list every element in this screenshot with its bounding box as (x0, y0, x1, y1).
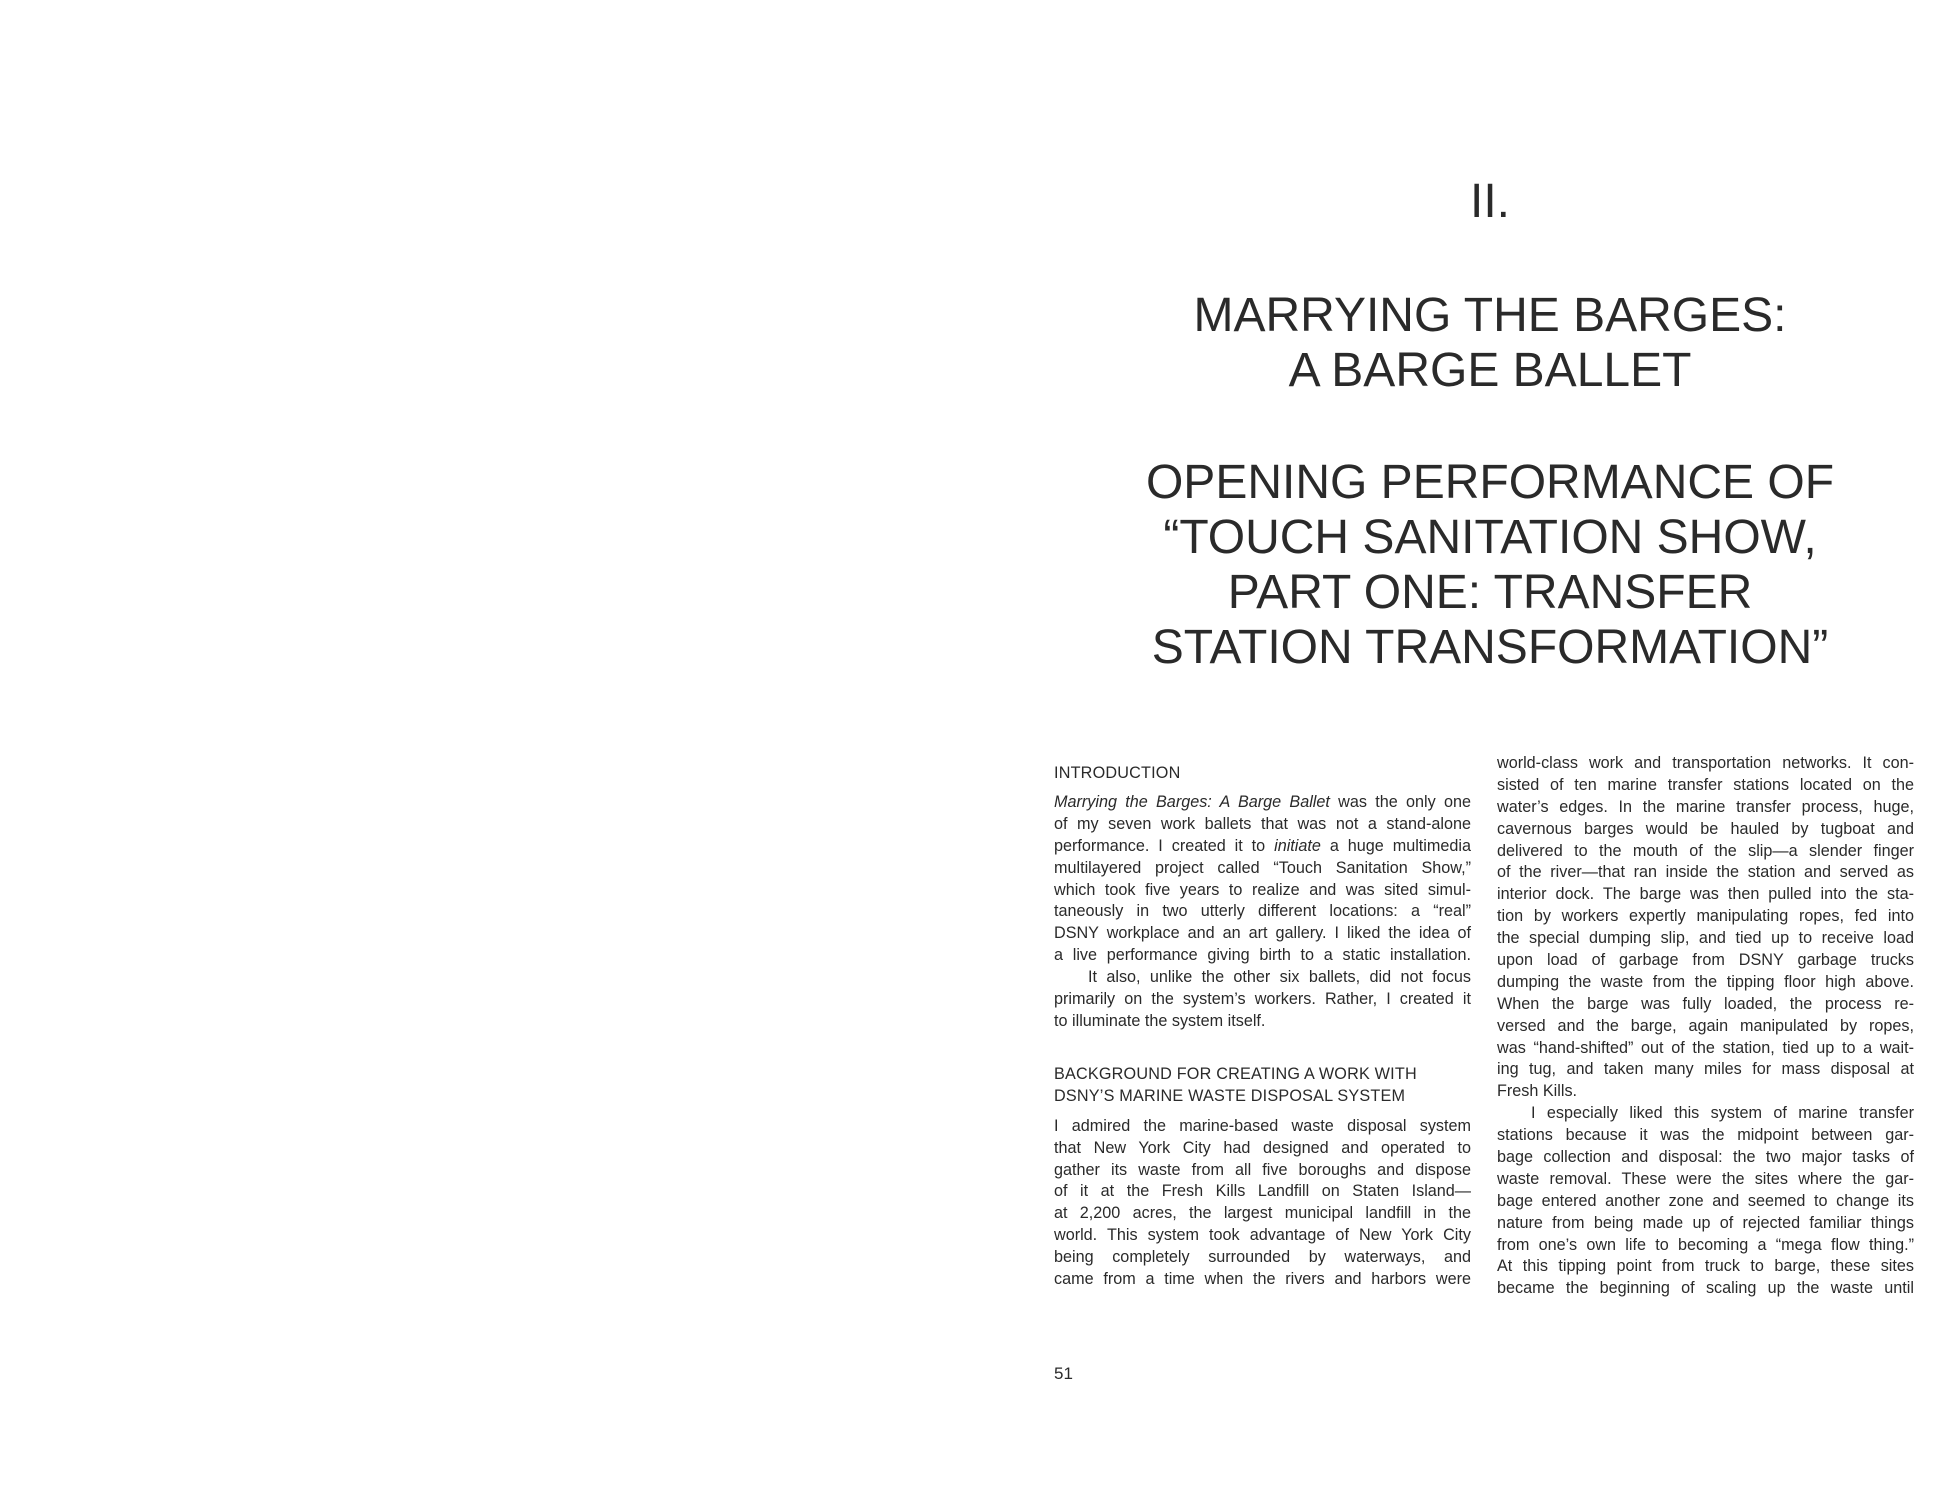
background-heading (1054, 1063, 1471, 1107)
text-line: bage entered another zone and seemed to change its (1497, 1191, 1914, 1210)
left-text-column (1054, 762, 1471, 1291)
text-line: It also, unlike the other six ballets, did not focus (1088, 968, 1471, 987)
italic-emphasis: initiate (1274, 836, 1321, 855)
text-line: of the river—that ran inside the station and served as (1497, 863, 1914, 882)
text-line: to illuminate the system itself. (1054, 1011, 1266, 1030)
background-heading-line: BACKGROUND FOR CREATING A WORK WITH (1054, 1064, 1417, 1083)
italic-work-title: Marrying the Barges: A Barge Ballet (1054, 793, 1330, 811)
text-line: waste removal. These were the sites where the gar- (1497, 1169, 1914, 1188)
chapter-title (1040, 288, 1940, 398)
chapter-subtitle-line: “TOUCH SANITATION SHOW, (1163, 511, 1817, 564)
background-heading-line: DSNY’S MARINE WASTE DISPOSAL SYSTEM (1054, 1086, 1406, 1105)
text-line: came from a time when the rivers and harbors were (1054, 1270, 1471, 1289)
text-line: I admired the marine-based waste disposal system (1054, 1116, 1471, 1135)
text-line: primarily on the system’s workers. Rather, I created it (1054, 990, 1471, 1009)
text-line: cavernous barges would be hauled by tugboat and (1497, 819, 1914, 838)
text-line (1054, 836, 1471, 858)
chapter-subtitle-line: OPENING PERFORMANCE OF (1145, 456, 1835, 509)
text-line (1054, 792, 1471, 814)
text-line: DSNY workplace and an art gallery. I liked the idea of (1054, 924, 1471, 943)
text-line: upon load of garbage from DSNY garbage trucks (1497, 951, 1914, 970)
text-line: At this tipping point from truck to barge, these sites (1497, 1257, 1914, 1276)
text-line: nature from being made up of rejected familiar things (1497, 1213, 1914, 1232)
text-line: world. This system took advantage of New York City (1054, 1226, 1471, 1245)
text-line: gather its waste from all five boroughs and dispose (1054, 1160, 1471, 1179)
text-line: the special dumping slip, and tied up to receive load (1497, 929, 1914, 948)
text-line: became the beginning of scaling up the waste until (1497, 1279, 1914, 1298)
chapter-subtitle-line: STATION TRANSFORMATION” (1151, 621, 1829, 674)
chapter-title-line: MARRYING THE BARGES: (1193, 289, 1787, 342)
chapter-number: II. (1469, 175, 1510, 228)
text-line: Fresh Kills. (1497, 1082, 1578, 1101)
text-fragment: a huge multimedia (1320, 836, 1471, 855)
page-number: 51 (1054, 1364, 1073, 1383)
text-line: at 2,200 acres, the largest municipal landfill in the (1054, 1204, 1471, 1223)
text-line: which took five years to realize and was sited simul- (1054, 880, 1471, 899)
text-line: multilayered project called “Touch Sanitation Show,” (1054, 858, 1471, 877)
text-line: interior dock. The barge was then pulled into the sta- (1497, 885, 1914, 904)
text-line: delivered to the mouth of the slip—a slender finger (1497, 841, 1914, 860)
text-line: dumping the waste from the tipping floor high above. (1497, 972, 1914, 991)
text-line: of it at the Fresh Kills Landfill on Staten Island— (1054, 1182, 1471, 1201)
text-line: world-class work and transportation networks. It con- (1497, 754, 1914, 772)
chapter-subtitle-line: PART ONE: TRANSFER (1227, 566, 1753, 619)
text-line: taneously in two utterly different locations: a “real” (1054, 902, 1471, 921)
text-line: stations because it was the midpoint between gar- (1497, 1126, 1914, 1145)
text-line: of my seven work ballets that was not a stand-alone (1054, 814, 1471, 833)
chapter-title-line: A BARGE BALLET (1288, 344, 1692, 397)
text-line: that New York City had designed and operated to (1054, 1138, 1471, 1157)
text-line: water’s edges. In the marine transfer process, huge, (1497, 797, 1914, 816)
text-fragment: was the only one (1329, 793, 1471, 811)
introduction-heading: INTRODUCTION (1054, 764, 1181, 782)
text-line: bage collection and disposal: the two major tasks of (1497, 1148, 1914, 1167)
text-line: sisted of ten marine transfer stations located on the (1497, 775, 1914, 794)
text-line: When the barge was fully loaded, the process re- (1497, 994, 1914, 1013)
text-line: versed and the barge, again manipulated by ropes, (1497, 1016, 1914, 1035)
right-text-column (1497, 753, 1914, 1300)
text-line: being completely surrounded by waterways, and (1054, 1248, 1471, 1267)
text-line: from one’s own life to becoming a “mega flow thing.” (1497, 1235, 1914, 1254)
text-line: was “hand-shifted” out of the station, tied up to a wait- (1497, 1038, 1914, 1057)
text-line: ing tug, and taken many miles for mass disposal at (1497, 1060, 1914, 1079)
text-fragment: performance. I created it to (1054, 836, 1275, 855)
text-line: a live performance giving birth to a static installation. (1054, 946, 1471, 965)
text-line: tion by workers expertly manipulating ropes, fed into (1497, 907, 1914, 926)
text-line: I especially liked this system of marine transfer (1531, 1104, 1914, 1123)
chapter-subtitle (1040, 455, 1940, 675)
